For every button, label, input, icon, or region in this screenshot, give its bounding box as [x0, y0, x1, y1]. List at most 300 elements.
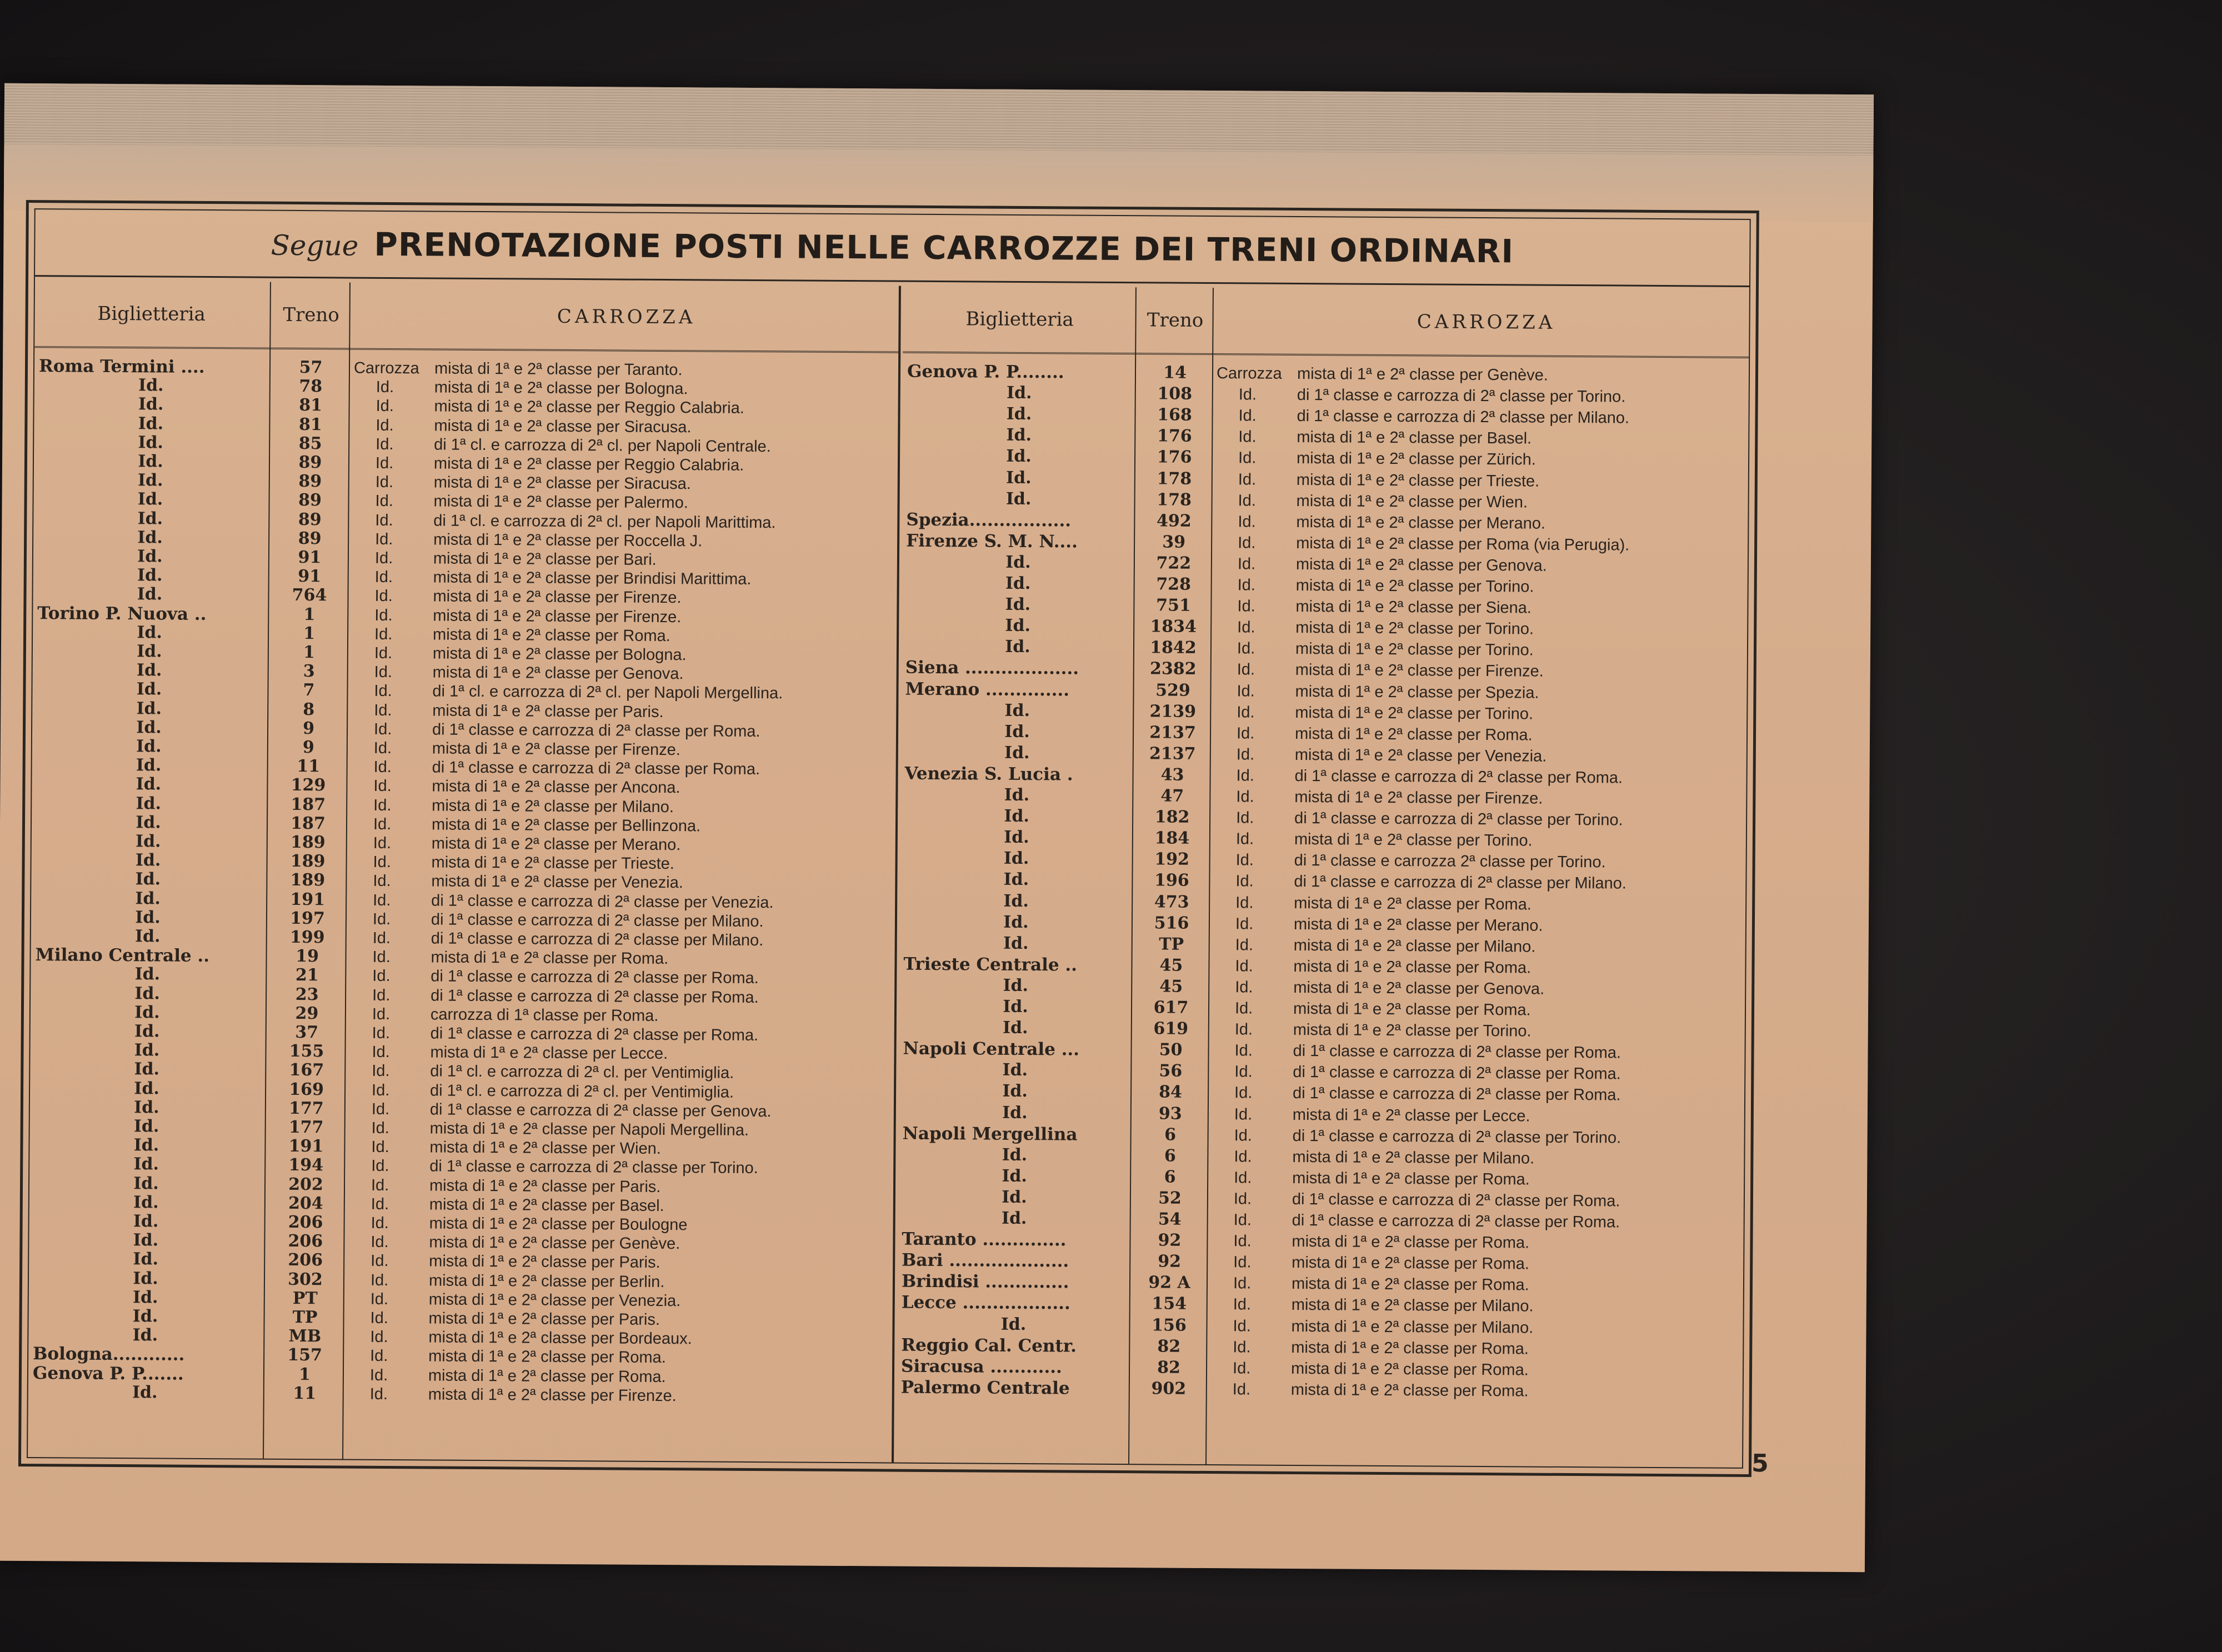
carriage-prefix-cell: Id.	[371, 1214, 389, 1233]
carriage-description-cell: di 1ª classe e carrozza di 2ª classe per Roma.	[1292, 1190, 1620, 1210]
train-number-cell: 89	[298, 509, 322, 529]
train-number-cell: 189	[290, 852, 326, 872]
train-number-cell: 82	[1157, 1358, 1181, 1378]
station-cell: Id.	[1006, 404, 1032, 424]
carriage-description-cell: mista di 1ª e 2ª classe per Boulogne	[429, 1214, 688, 1234]
station-cell: Venezia S. Lucia .	[904, 763, 1073, 785]
carriage-description-cell: mista di 1ª e 2ª classe per Milano.	[432, 797, 674, 816]
carriage-description-cell: mista di 1ª e 2ª classe per Wien.	[1296, 492, 1528, 512]
carriage-description-cell: mista di 1ª e 2ª classe per Firenze.	[433, 587, 682, 607]
carriage-prefix-cell: Id.	[370, 1309, 388, 1328]
train-number-cell: TP	[292, 1307, 318, 1328]
station-cell: Napoli Mergellina	[902, 1123, 1078, 1145]
train-number-cell: 182	[1154, 807, 1190, 827]
train-number-cell: MB	[288, 1326, 322, 1346]
carriage-prefix-cell: Id.	[374, 606, 393, 624]
train-number-cell: 9	[302, 738, 314, 758]
station-cell: Id.	[136, 737, 162, 757]
carriage-prefix-cell: Id.	[374, 587, 393, 605]
carriage-description-cell: mista di 1ª e 2ª classe per Roma.	[433, 625, 670, 645]
header-treno: Treno	[283, 303, 339, 327]
carriage-description-cell: mista di 1ª e 2ª classe per Bari.	[433, 549, 657, 569]
carriage-description-cell: mista di 1ª e 2ª classe per Bologna.	[432, 644, 687, 664]
carriage-description-cell: di 1ª classe e carrozza di 2ª classe per Milano.	[431, 929, 764, 950]
header-biglietteria: Biglietteria	[965, 308, 1074, 331]
carriage-prefix-cell: Id.	[375, 473, 394, 492]
carriage-prefix-cell: Id.	[371, 1157, 389, 1175]
carriage-description-cell: di 1ª classe e carrozza di 2ª classe per Torino.	[1297, 386, 1626, 406]
carriage-prefix-cell: Id.	[1236, 724, 1255, 743]
station-cell: Id.	[133, 1192, 159, 1213]
station-cell: Id.	[137, 470, 163, 490]
station-cell: Id.	[138, 413, 164, 434]
carriage-description-cell: mista di 1ª e 2ª classe per Genève.	[1297, 364, 1548, 384]
carriage-description-cell: mista di 1ª e 2ª classe per Roma.	[1292, 1254, 1529, 1273]
carriage-description-cell: di 1ª classe e carrozza di 2ª classe per Roma.	[1293, 1063, 1621, 1083]
carriage-description-cell: mista di 1ª e 2ª classe per Venezia.	[431, 872, 683, 892]
station-cell: Firenze S. M. N....	[906, 530, 1078, 552]
carriage-prefix-cell: Id.	[371, 1119, 390, 1138]
carriage-description-cell: mista di 1ª e 2ª classe per Roma.	[1292, 1169, 1530, 1189]
train-number-cell: 56	[1159, 1061, 1183, 1082]
table-row	[28, 1381, 892, 1408]
train-number-cell: 3	[303, 662, 315, 682]
train-number-cell: 192	[1154, 849, 1190, 870]
train-number-cell: 81	[298, 414, 322, 434]
carriage-description-cell: mista di 1ª e 2ª classe per Milano.	[1293, 936, 1536, 956]
train-number-cell: 8	[303, 699, 315, 719]
carriage-prefix-cell: Id.	[1233, 1338, 1251, 1356]
carriage-description-cell: mista di 1ª e 2ª classe per Basel.	[429, 1195, 664, 1215]
station-cell: Brindisi ..............	[901, 1271, 1069, 1293]
carriage-prefix-cell: Id.	[1234, 1169, 1252, 1187]
station-cell: Palermo Centrale	[900, 1377, 1070, 1399]
train-number-cell: 619	[1153, 1019, 1189, 1039]
station-cell: Id.	[1005, 615, 1031, 636]
carriage-prefix-cell: Id.	[1238, 513, 1256, 531]
station-cell: Bologna............	[33, 1344, 185, 1365]
station-cell: Id.	[135, 832, 161, 852]
train-number-cell: 206	[288, 1212, 323, 1233]
station-cell: Id.	[1002, 1145, 1028, 1165]
train-number-cell: 14	[1163, 363, 1187, 383]
carriage-prefix-cell: Id.	[1234, 999, 1253, 1018]
station-cell: Id.	[137, 528, 163, 548]
station-cell: Id.	[133, 1268, 158, 1289]
train-number-cell: 29	[295, 1003, 319, 1024]
station-cell: Id.	[134, 1078, 159, 1099]
carriage-prefix-cell: Id.	[1235, 830, 1254, 848]
carriage-prefix-cell: Id.	[1235, 978, 1253, 997]
carriage-description-cell: mista di 1ª e 2ª classe per Firenze.	[433, 607, 682, 626]
table-frame-inner	[27, 208, 1751, 1469]
carriage-description-cell: mista di 1ª e 2ª classe per Firenze.	[428, 1385, 677, 1405]
train-number-cell: 529	[1155, 680, 1190, 700]
carriage-prefix-cell: Id.	[371, 1233, 389, 1251]
carriage-description-cell: mista di 1ª e 2ª classe per Roma.	[1294, 724, 1533, 744]
train-number-cell: 194	[288, 1155, 324, 1175]
train-number-cell: 52	[1158, 1188, 1182, 1208]
train-number-cell: 154	[1152, 1294, 1187, 1314]
station-cell: Id.	[137, 489, 163, 509]
carriage-prefix-cell: Id.	[372, 967, 391, 985]
train-number-cell: 85	[298, 433, 322, 454]
station-cell: Id.	[133, 1212, 159, 1232]
carriage-description-cell: di 1ª cl. e carrozza di 2ª cl. per Ventimiglia.	[429, 1082, 734, 1102]
train-number-cell: 2137	[1149, 744, 1196, 764]
station-cell: Id.	[133, 1230, 159, 1250]
station-cell: Milano Centrale ..	[35, 945, 210, 967]
train-number-cell: 6	[1164, 1167, 1176, 1187]
train-number-cell: 178	[1157, 490, 1192, 510]
train-number-cell: 43	[1160, 765, 1184, 785]
carriage-description-cell: mista di 1ª e 2ª classe per Torino.	[1295, 640, 1534, 659]
train-number-cell: 81	[299, 396, 323, 415]
carriage-description-cell: mista di 1ª e 2ª classe per Wien.	[429, 1138, 661, 1158]
carriage-prefix-cell: Id.	[1236, 767, 1254, 785]
carriage-description-cell: di 1ª classe e carrozza di 2ª classe per Roma.	[1292, 1211, 1620, 1232]
carriage-prefix-cell: Id.	[1235, 893, 1254, 912]
table-frame	[18, 200, 1759, 1477]
train-number-cell: 57	[299, 357, 323, 378]
book-page	[0, 83, 1874, 1573]
train-number-cell: 617	[1153, 998, 1189, 1018]
carriage-description-cell: mista di 1ª e 2ª classe per Ancona.	[432, 777, 680, 797]
train-number-cell: 176	[1157, 447, 1192, 468]
train-number-cell: 108	[1157, 384, 1193, 404]
carriage-description-cell: di 1ª classe e carrozza di 2ª classe per Milano.	[1297, 407, 1630, 427]
carriage-prefix-cell: Id.	[375, 454, 394, 473]
train-number-cell: 37	[295, 1022, 319, 1043]
station-cell: Roma Termini ....	[38, 356, 205, 377]
station-cell: Id.	[1002, 1187, 1027, 1207]
train-number-cell: PT	[292, 1288, 318, 1309]
train-number-cell: 202	[288, 1174, 323, 1194]
carriage-prefix-cell: Id.	[373, 891, 391, 909]
carriage-prefix-cell: Id.	[1233, 1295, 1252, 1314]
carriage-prefix-cell: Id.	[1235, 851, 1254, 869]
carriage-prefix-cell: Id.	[371, 1081, 390, 1099]
station-cell: Reggio Cal. Centr.	[901, 1335, 1077, 1356]
train-number-cell: 1834	[1150, 617, 1197, 637]
train-number-cell: 2382	[1149, 659, 1197, 679]
station-cell: Napoli Centrale ...	[903, 1038, 1080, 1060]
header-carrozza: CARROZZA	[557, 305, 696, 329]
train-number-cell: 6	[1164, 1125, 1177, 1145]
carriage-description-cell: di 1ª classe e carrozza di 2ª classe per Genova.	[429, 1100, 772, 1121]
left-rows	[32, 356, 898, 1405]
station-cell: Id.	[135, 908, 161, 928]
carriage-prefix-cell: Id.	[376, 435, 394, 453]
station-cell: Id.	[132, 1382, 158, 1403]
carriage-description-cell: mista di 1ª e 2ª classe per Lecce.	[430, 1043, 668, 1063]
carriage-description-cell: mista di 1ª e 2ª classe per Roma.	[1291, 1338, 1529, 1358]
train-number-cell: 2137	[1149, 723, 1196, 743]
station-cell: Id.	[136, 660, 162, 680]
carriage-prefix-cell: Id.	[1238, 470, 1257, 489]
train-number-cell: 89	[298, 472, 322, 492]
carriage-prefix-cell: Id.	[373, 834, 392, 853]
station-cell: Id.	[1004, 700, 1030, 720]
carriage-description-cell: mista di 1ª e 2ª classe per Siracusa.	[434, 417, 692, 436]
train-number-cell: 204	[288, 1193, 323, 1214]
train-number-cell: 39	[1162, 532, 1186, 552]
carriage-prefix-cell: Id.	[1237, 555, 1256, 573]
carriage-prefix-cell: Id.	[1234, 1126, 1252, 1145]
train-number-cell: 1842	[1150, 638, 1197, 658]
station-cell: Id.	[137, 623, 162, 643]
station-cell: Id.	[1003, 870, 1029, 890]
train-number-cell: 302	[288, 1269, 323, 1289]
carriage-prefix-cell: Id.	[1238, 449, 1257, 467]
station-cell: Id.	[136, 755, 162, 775]
carriage-prefix-cell: Id.	[1235, 935, 1254, 954]
carriage-description-cell: di 1ª classe e carrozza di 2ª classe per Roma.	[1294, 767, 1623, 787]
carriage-description-cell: mista di 1ª e 2ª classe per Reggio Calabria.	[434, 397, 744, 418]
station-cell: Id.	[132, 1325, 158, 1345]
station-cell: Id.	[137, 642, 162, 662]
carriage-prefix-cell: Id.	[1232, 1380, 1251, 1399]
carriage-description-cell: mista di 1ª e 2ª classe per Roma.	[1292, 1233, 1530, 1252]
train-number-cell: 1	[303, 623, 316, 643]
carriage-description-cell: mista di 1ª e 2ª classe per Firenze.	[432, 739, 680, 759]
carriage-description-cell: di 1ª cl. e carrozza di 2ª cl. per Napoli Mergellina.	[432, 682, 783, 703]
station-cell: Id.	[133, 1154, 159, 1174]
station-cell: Id.	[1005, 573, 1031, 594]
carriage-description-cell: mista di 1ª e 2ª classe per Berlin.	[428, 1271, 665, 1291]
station-cell: Id.	[1003, 849, 1029, 869]
train-number-cell: 2139	[1149, 701, 1197, 722]
title-prefix: Segue	[271, 229, 359, 262]
carriage-description-cell: mista di 1ª e 2ª classe per Bordeaux.	[428, 1328, 692, 1348]
carriage-description-cell: di 1ª cl. e carrozza di 2ª cl. per Ventimiglia.	[430, 1062, 734, 1083]
carriage-prefix-cell: Id.	[372, 1024, 391, 1043]
carriage-prefix-cell: Id.	[1235, 914, 1254, 933]
train-number-cell: 89	[298, 490, 322, 510]
carriage-description-cell: mista di 1ª e 2ª classe per Roma.	[1290, 1380, 1529, 1400]
carriage-description-cell: mista di 1ª e 2ª classe per Palermo.	[433, 492, 688, 512]
carriage-description-cell: mista di 1ª e 2ª classe per Roma (via Perugia).	[1296, 534, 1630, 554]
carriage-description-cell: mista di 1ª e 2ª classe per Brindisi Marittima.	[433, 568, 752, 589]
station-cell: Torino P. Nuova ..	[37, 603, 207, 624]
carriage-description-cell: mista di 1ª e 2ª classe per Torino.	[1295, 619, 1534, 638]
title-main: PRENOTAZIONE POSTI NELLE CARROZZE DEI TRENI ORDINARI	[374, 225, 1514, 271]
station-cell: Id.	[1003, 933, 1029, 953]
carriage-prefix-cell: Id.	[1238, 534, 1256, 552]
carriage-prefix-cell: Id.	[372, 910, 391, 928]
carriage-description-cell: mista di 1ª e 2ª classe per Trieste.	[1296, 470, 1540, 490]
train-number-cell: 50	[1159, 1040, 1183, 1060]
right-header-row	[903, 286, 1749, 358]
carriage-description-cell: mista di 1ª e 2ª classe per Merano.	[1296, 513, 1546, 533]
carriage-description-cell: di 1ª classe e carrozza 2ª classe per Torino.	[1294, 852, 1606, 872]
train-number-cell: 9	[303, 718, 315, 738]
carriage-prefix-cell: Carrozza	[1216, 364, 1282, 383]
station-cell: Id.	[135, 869, 161, 889]
carriage-prefix-cell: Id.	[374, 549, 393, 568]
carriage-description-cell: mista di 1ª e 2ª classe per Siena.	[1295, 598, 1532, 617]
station-cell: Id.	[134, 1040, 160, 1060]
train-number-cell: 199	[289, 927, 325, 948]
carriage-description-cell: di 1ª classe e carrozza di 2ª classe per Roma.	[1293, 1042, 1622, 1062]
station-cell: Id.	[137, 584, 163, 604]
station-cell: Merano ..............	[905, 679, 1070, 700]
carriage-prefix-cell: Id.	[373, 739, 392, 758]
carriage-description-cell: mista di 1ª e 2ª classe per Firenze.	[1295, 661, 1544, 681]
station-cell: Id.	[1003, 975, 1029, 995]
station-cell: Id.	[1005, 489, 1032, 509]
train-number-cell: 722	[1156, 553, 1192, 573]
carriage-description-cell: mista di 1ª e 2ª classe per Milano.	[1291, 1296, 1534, 1315]
train-number-cell: 1	[298, 1364, 311, 1384]
station-cell: Id.	[1002, 1018, 1028, 1038]
carriage-description-cell: mista di 1ª e 2ª classe per Genève.	[429, 1233, 680, 1253]
station-cell: Id.	[138, 376, 164, 396]
carriage-prefix-cell: Id.	[1232, 1359, 1251, 1378]
carriage-prefix-cell: Id.	[1233, 1211, 1252, 1229]
left-table	[28, 281, 901, 1462]
station-cell: Id.	[1006, 383, 1032, 403]
station-cell: Id.	[135, 850, 161, 870]
carriage-prefix-cell: Id.	[372, 929, 391, 948]
carriage-description-cell: mista di 1ª e 2ª classe per Torino.	[1295, 703, 1534, 723]
station-cell: Genova P. P........	[907, 361, 1064, 383]
station-cell: Siracusa ............	[900, 1356, 1063, 1378]
station-cell: Id.	[134, 1059, 160, 1079]
carriage-description-cell: mista di 1ª e 2ª classe per Milano.	[1292, 1148, 1535, 1168]
carriage-description-cell: mista di 1ª e 2ª classe per Roma.	[428, 1366, 666, 1386]
carriage-description-cell: mista di 1ª e 2ª classe per Firenze.	[1294, 788, 1543, 808]
carriage-prefix-cell: Id.	[1233, 1190, 1252, 1208]
carriage-prefix-cell: Id.	[371, 1100, 390, 1118]
carriage-prefix-cell: Id.	[373, 815, 392, 833]
train-number-cell: 92	[1158, 1230, 1182, 1250]
carriage-description-cell: di 1ª classe e carrozza di 2ª classe per Milano.	[1294, 873, 1627, 893]
carriage-prefix-cell: Id.	[1236, 788, 1254, 806]
carriage-prefix-cell: Id.	[1235, 957, 1253, 975]
carriage-description-cell: di 1ª classe e carrozza di 2ª classe per Roma.	[1292, 1084, 1621, 1104]
station-cell: Id.	[133, 1173, 159, 1194]
carriage-prefix-cell: Id.	[1233, 1253, 1252, 1271]
carriage-description-cell: mista di 1ª e 2ª classe per Torino.	[1293, 1021, 1532, 1040]
carriage-prefix-cell: Id.	[370, 1271, 389, 1289]
train-number-cell: 187	[291, 794, 326, 814]
station-cell: Id.	[133, 1249, 159, 1269]
station-cell: Id.	[134, 983, 160, 1004]
carriage-prefix-cell: Id.	[376, 416, 394, 434]
carriage-prefix-cell: Id.	[1238, 428, 1257, 446]
carriage-prefix-cell: Id.	[373, 720, 392, 738]
carriage-prefix-cell: Id.	[372, 1062, 390, 1080]
train-number-cell: TP	[1159, 934, 1184, 954]
carriage-prefix-cell: Id.	[1234, 1105, 1253, 1124]
carriage-description-cell: di 1ª classe e carrozza di 2ª classe per Roma.	[431, 967, 759, 988]
train-number-cell: 206	[288, 1232, 323, 1251]
carriage-prefix-cell: Id.	[1234, 1020, 1253, 1039]
carriage-prefix-cell: Id.	[1238, 491, 1256, 510]
header-carrozza: CARROZZA	[1417, 311, 1556, 334]
carriage-description-cell: di 1ª classe e carrozza di 2ª classe per Torino.	[429, 1157, 758, 1178]
train-number-cell: 92 A	[1148, 1273, 1190, 1293]
station-cell: Id.	[136, 813, 161, 833]
carriage-description-cell: di 1ª classe e carrozza di 2ª classe per Roma.	[432, 758, 760, 779]
station-cell: Id.	[133, 1135, 159, 1155]
carriage-description-cell: mista di 1ª e 2ª classe per Roma.	[1291, 1275, 1529, 1294]
carriage-prefix-cell: Id.	[370, 1328, 388, 1346]
right-table	[896, 286, 1749, 1468]
station-cell: Id.	[1004, 743, 1030, 763]
station-cell: Id.	[134, 1003, 160, 1023]
carriage-prefix-cell: Id.	[1234, 1147, 1252, 1166]
train-number-cell: 177	[288, 1117, 324, 1138]
train-number-cell: 82	[1157, 1336, 1181, 1356]
train-number-cell: 187	[291, 813, 326, 834]
carriage-prefix-cell: Id.	[371, 1252, 389, 1270]
station-cell: Id.	[136, 679, 162, 699]
train-number-cell: 1	[303, 604, 316, 624]
carriage-description-cell: mista di 1ª e 2ª classe per Torino.	[1294, 830, 1533, 850]
train-number-cell: 45	[1159, 977, 1183, 997]
station-cell: Id.	[1001, 1208, 1027, 1229]
train-number-cell: 196	[1154, 870, 1189, 891]
carriage-description-cell: mista di 1ª e 2ª classe per Roma.	[1294, 894, 1532, 914]
carriage-description-cell: mista di 1ª e 2ª classe per Genova.	[432, 663, 684, 683]
table-row	[897, 1376, 1743, 1403]
carriage-prefix-cell: Id.	[370, 1347, 388, 1365]
carriage-description-cell: mista di 1ª e 2ª classe per Taranto.	[434, 359, 683, 379]
carriage-description-cell: mista di 1ª e 2ª classe per Lecce.	[1292, 1105, 1530, 1125]
train-number-cell: 206	[288, 1250, 323, 1270]
station-cell: Bari ....................	[902, 1250, 1069, 1271]
station-cell: Lecce ..................	[901, 1293, 1070, 1314]
train-number-cell: 176	[1157, 426, 1192, 447]
carriage-prefix-cell: Id.	[374, 701, 392, 719]
station-cell: Id.	[1002, 1166, 1028, 1186]
carriage-prefix-cell: Id.	[374, 644, 393, 663]
carriage-prefix-cell: Id.	[373, 853, 391, 872]
train-number-cell: 764	[292, 585, 327, 605]
station-cell: Id.	[1004, 722, 1030, 742]
carriage-description-cell: mista di 1ª e 2ª classe per Bellinzona.	[431, 815, 701, 835]
carriage-description-cell: di 1ª classe e carrozza di 2ª classe per Milano.	[431, 910, 764, 930]
carriage-description-cell: mista di 1ª e 2ª classe per Merano.	[1293, 915, 1543, 935]
station-cell: Id.	[1002, 1103, 1028, 1123]
train-number-cell: 492	[1156, 511, 1192, 531]
carriage-prefix-cell: Carrozza	[353, 359, 419, 378]
station-cell: Id.	[1003, 997, 1028, 1017]
carriage-description-cell: mista di 1ª e 2ª classe per Merano.	[431, 834, 681, 854]
train-number-cell: 78	[299, 377, 323, 397]
carriage-prefix-cell: Id.	[375, 530, 393, 548]
station-cell: Id.	[132, 1306, 158, 1326]
train-number-cell: 184	[1154, 828, 1190, 848]
station-cell: Trieste Centrale ..	[903, 954, 1078, 975]
carriage-prefix-cell: Id.	[374, 568, 393, 587]
carriage-prefix-cell: Id.	[375, 511, 393, 529]
station-cell: Id.	[137, 547, 163, 567]
carriage-prefix-cell: Id.	[374, 625, 393, 643]
train-number-cell: 6	[1164, 1146, 1176, 1166]
carriage-description-cell: mista di 1ª e 2ª classe per Bologna.	[434, 378, 688, 398]
station-cell: Id.	[136, 793, 162, 814]
station-cell: Id.	[1004, 785, 1030, 805]
carriage-prefix-cell: Id.	[1233, 1232, 1252, 1250]
train-number-cell: 21	[295, 965, 319, 985]
page-edge	[4, 83, 1874, 156]
station-cell: Id.	[134, 1022, 160, 1042]
page-number: 5	[1751, 1449, 1769, 1478]
train-number-cell: 91	[298, 547, 322, 568]
